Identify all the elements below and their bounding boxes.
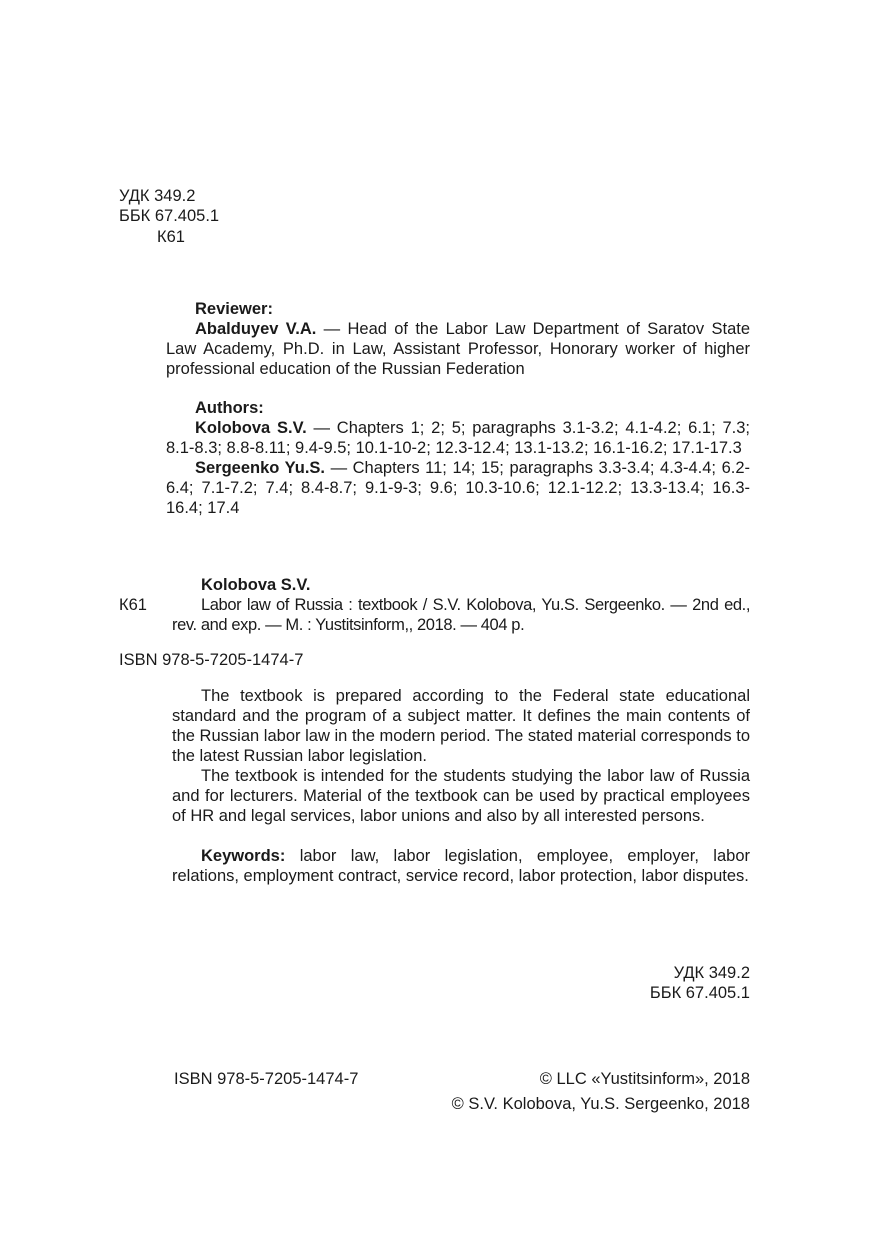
author-text: — Chapters 1; 2; 5; paragraphs 3.1-3.2; 4.1-4.2; 6.1; 7.3; 8.1-8.3; 8.8-8.11; 9.4-9.5; 10.1-10-2; 12.3-12.4; 13.1-13.2; 16.1-16.2; 17.1-17.3 xyxy=(166,419,750,457)
author-entry xyxy=(166,458,750,518)
annotation-paragraph: The textbook is intended for the students studying the labor law of Russia and for lecturers. Material of the textbook can be used by practical employees of HR and legal services, labor unions and also by all interested persons. xyxy=(172,767,750,825)
copyright-authors: © S.V. Kolobova, Yu.S. Sergeenko, 2018 xyxy=(451,1095,750,1113)
catalog-description: Labor law of Russia : textbook / S.V. Kolobova, Yu.S. Sergeenko. — 2nd ed., rev. and exp. — M. : Yustitsinform,, 2018. — 404 p. xyxy=(172,596,750,634)
authors-section xyxy=(166,398,750,518)
copyright-publisher: © LLC «Yustitsinform», 2018 xyxy=(539,1070,750,1088)
reviewer-section xyxy=(166,299,750,379)
footer-bbk: ББК 67.405.1 xyxy=(649,984,750,1002)
author-entry xyxy=(166,418,750,458)
footer-isbn: ISBN 978-5-7205-1474-7 xyxy=(174,1070,359,1088)
authors-heading: Authors: xyxy=(195,399,264,417)
annotation-paragraph: The textbook is prepared according to the Federal state educational standard and the program of a subject matter. It defines the main contents of the Russian labor law in the modern period. The stated material corresponds to the latest Russian labor legislation. xyxy=(172,687,750,765)
author-mark: К61 xyxy=(157,228,185,246)
author-text: — Chapters 11; 14; 15; paragraphs 3.3-3.4; 4.3-4.4; 6.2-6.4; 7.1-7.2; 7.4; 8.4-8.7; 9.1-9-3; 9.6; 10.3-10.6; 12.1-12.2; 13.3-13.4; 16.3-16.4; 17.4 xyxy=(166,459,750,517)
udk-code: УДК 349.2 xyxy=(119,187,196,205)
footer-udk: УДК 349.2 xyxy=(673,964,750,982)
bbk-code: ББК 67.405.1 xyxy=(119,207,220,225)
catalog-author: Kolobova S.V. xyxy=(201,576,311,594)
annotation xyxy=(172,686,750,886)
keywords-text: labor law, labor legislation, employee, employer, labor relations, employment contract, service record, labor protection, labor disputes. xyxy=(172,847,750,885)
author-name: Kolobova S.V. xyxy=(195,419,307,437)
reviewer-entry xyxy=(166,319,750,379)
reviewer-name: Abalduyev V.A. xyxy=(195,320,317,338)
catalog-mark: К61 xyxy=(119,596,147,614)
reviewer-text: — Head of the Labor Law Department of Saratov State Law Academy, Ph.D. in Law, Assistant Professor, Honorary worker of higher professional education of the Russian Federation xyxy=(166,320,750,378)
keywords-label: Keywords: xyxy=(201,847,286,865)
reviewer-heading: Reviewer: xyxy=(195,300,273,318)
catalog-isbn: ISBN 978-5-7205-1474-7 xyxy=(119,651,304,669)
keywords xyxy=(172,846,750,886)
author-name: Sergeenko Yu.S. xyxy=(195,459,325,477)
